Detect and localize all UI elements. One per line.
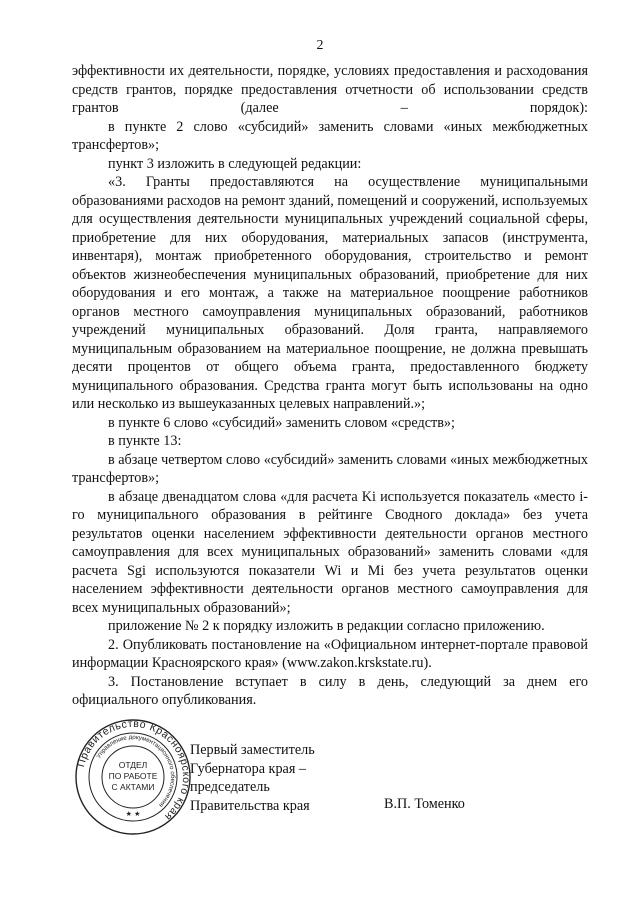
document-body: [72, 62, 588, 710]
paragraph-point-3-text: «3. Гранты предоставляются на осуществление муниципальными образованиями расходов на ремонт зданий, помещений и сооружений, используемых для осуществления деятельности муниципальных учреждений социальной сферы, приобретение для них оборудования, материальных запасов (инструмента, инвентаря), монтаж приобретенного оборудования, строительство и ремонт объектов жизнеобеспечения муниципальных образований, приобретение для них оборудования и его монтаж, а также на материальное поощрение работников органов местного самоуправления муниципальных образований, работников учреждений муниципальных образований. Доля гранта, направляемого муниципальным образованием на материальное поощрение, не должна превышать десяти процентов от общего объема гранта, предоставленного бюджету муниципального образования. Средства гранта могут быть использованы на одно или несколько из вышеуказанных целевых направлений.»;: [72, 174, 588, 412]
signature-position-line: председатель: [190, 779, 270, 795]
paragraph-point-2: в пункте 2 слово «субсидий» заменить словами «иных межбюджетных трансфертов»;: [72, 118, 588, 153]
paragraph-point-6: в пункте 6 слово «субсидий» заменить словом «средств»;: [108, 414, 455, 431]
signature-position-line: Губернатора края –: [190, 760, 307, 777]
seal-stamp: [74, 718, 192, 836]
paragraph-abzac-12: в абзаце двенадцатом слова «для расчета Ki используется показатель «место i-го муниципального образования в рейтинге Сводного доклада» без учета результатов оценки населением эффективности деятельности органов местного самоуправления для всех муниципальных образований» заменить словами «для расчета Sgi используются показатели Wi и Mi без учета результатов оценки населением эффективности деятельности органов местного самоуправления для всех муниципальных образований»;: [72, 488, 588, 616]
svg-text:Управление документационного о: Управление документационного обеспечения: [95, 733, 177, 809]
paragraph-point-13: в пункте 13:: [108, 433, 182, 449]
svg-text:С АКТАМИ: С АКТАМИ: [111, 782, 155, 792]
signature-position: [190, 741, 315, 815]
paragraph-point-3-intro: пункт 3 изложить в следующей редакции:: [108, 155, 362, 172]
paragraph-continuation: эффективности их деятельности, порядке, условиях предоставления и расходования средств грантов, порядке предоставления отчетности об использовании средств грантов (далее – порядок):: [72, 63, 588, 116]
svg-text:Правительство Красноярского кр: Правительство Красноярского края: [75, 718, 192, 824]
page-number: 2: [316, 38, 324, 53]
paragraph-appendix: приложение № 2 к порядку изложить в редакции согласно приложению.: [108, 618, 545, 634]
svg-text:ОТДЕЛ: ОТДЕЛ: [118, 760, 148, 770]
paragraph-publish: 2. Опубликовать постановление на «Официальном интернет-портале правовой информации Красноярского края» (www.zakon.krskstate.ru).: [72, 636, 588, 671]
signature-position-line: Первый заместитель: [190, 742, 315, 758]
svg-text:★ ★: ★ ★: [125, 810, 141, 818]
signature-position-line: Правительства края: [190, 797, 310, 814]
svg-text:ПО РАБОТЕ: ПО РАБОТЕ: [108, 771, 158, 781]
signatory-name: В.П. Томенко: [384, 796, 465, 812]
paragraph-effective: 3. Постановление вступает в силу в день, следующий за днем его официального опубликования.: [72, 673, 588, 708]
paragraph-abzac-4: в абзаце четвертом слово «субсидий» заменить словами «иных межбюджетных трансфертов»;: [72, 451, 588, 486]
